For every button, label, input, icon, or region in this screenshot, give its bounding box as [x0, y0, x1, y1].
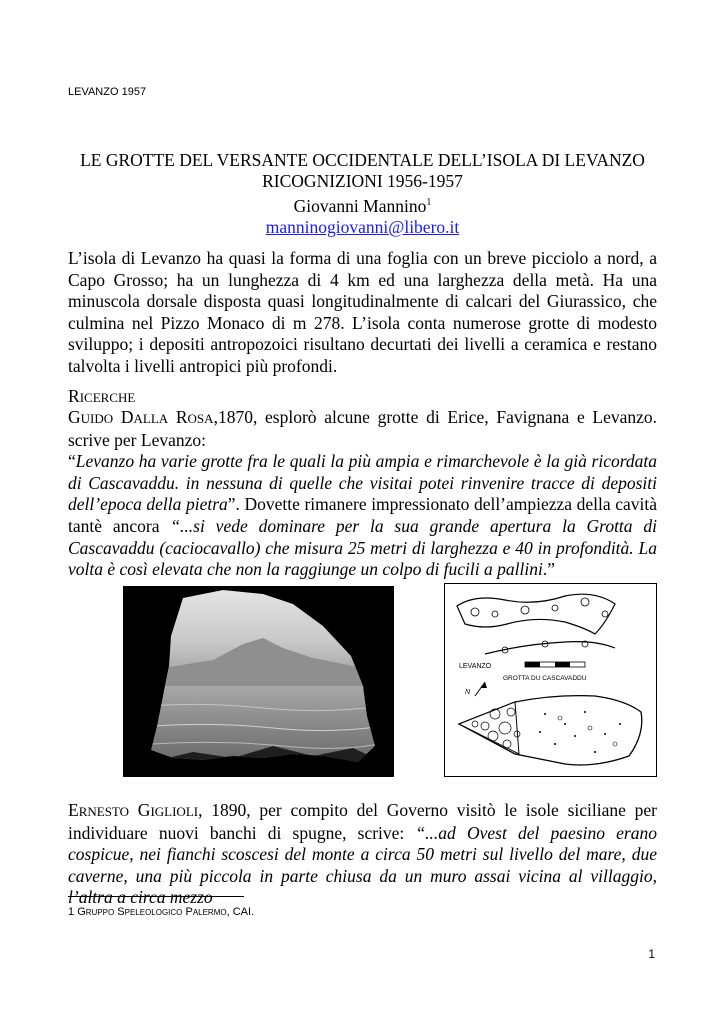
footnote-ref[interactable]: 1: [426, 197, 432, 208]
paragraph-giglioli: ERNESTO GIGLIOLI, 1890, per compito del Governo visitò le isole siciliane per individuare nuovi banchi di spugne, scrive: “...ad Ovest del paesino erano cospicue, nei fianchi scoscesi del monte a circa 50 metri sul livello del mare, due caverne, una più piccola in parte chiusa da un muro assai vicina al villaggio, l’altra a circa mezzo: [68, 800, 658, 908]
cave-survey-map: [444, 583, 657, 777]
map-label-grotta: GROTTA DU CASCAVADDU: [503, 675, 587, 682]
map-label-levanzo: LEVANZO: [459, 663, 492, 670]
author-giglioli: ERNESTO GIGLIOLI: [68, 800, 199, 820]
page-number: 1: [648, 947, 655, 961]
section-heading-ricerche: RICERCHE: [68, 386, 136, 406]
quote-cascavaddu: “...si vede dominare per la sua grande apertura la Grotta di Cascavaddu (caciocavallo) che misura 25 metri di larghezza e 40 in profondità. La volta è così elevata che non la raggiunge un colpo di fucili a pallini: [68, 515, 657, 580]
title-block: [68, 150, 657, 238]
document-subtitle: RICOGNIZIONI 1956-1957: [262, 171, 463, 191]
svg-text:N: N: [465, 689, 471, 696]
author-dalla-rosa: GUIDO DALLA ROSA: [68, 407, 214, 427]
quote-giglioli: “...ad Ovest del paesino erano cospicue, nei fianchi scoscesi del monte a circa 50 metri sul livello del mare, due caverne, una più piccola in parte chiusa da un muro assai vicina al villaggio, l’altra a circa mezzo: [68, 822, 657, 908]
quote-levanzo-grotte: Levanzo ha varie grotte fra le quali la più ampia e rimarchevole è la già ricordata di Cascavaddu. in nessuna di quelle che visitai potei rinvenire tracce di depositi dell’epoca della pietra: [68, 451, 657, 515]
north-arrow-icon: [465, 682, 487, 696]
cave-entrance-photo: [123, 586, 394, 777]
running-header: LEVANZO 1957: [68, 86, 147, 98]
paragraph-dalla-rosa: GUIDO DALLA ROSA,1870, esplorò alcune grotte di Erice, Favignana e Levanzo. scrive per Levanzo: “Levanzo ha varie grotte fra le quali la più ampia e rimarchevole è la già ricordata di Cascavaddu. in nessuna di quelle che visitai potei rinvenire tracce di depositi dell’epoca della pietra”. Dovette rimanere impressionato dell’ampiezza della cavità tantè ancora “...si vede dominare per la sua grande apertura la Grotta di Cascavaddu (caciocavallo) che misura 25 metri di larghezza e 40 in profondità. La volta è così elevata che non la raggiunge un colpo di fucili a pallini.”: [68, 407, 658, 580]
author-line: [68, 192, 657, 217]
author-email-link[interactable]: manninogiovanni@libero.it: [265, 216, 460, 237]
document-title: LE GROTTE DEL VERSANTE OCCIDENTALE DELL’ISOLA DI LEVANZO: [80, 150, 645, 170]
intro-paragraph: L’isola di Levanzo ha quasi la forma di una foglia con un breve picciolo a nord, a Capo Grosso; ha un lunghezza di 4 km ed una larghezza della metà. Ha una minuscola dorsale disposta quasi longitudinalmente di calcari del Giurassico, che culmina nel Pizzo Monaco di m 278. L’isola conta numerose grotte di modesto sviluppo; i depositi antropozoici risultano decurtati dei livelli a ceramica e restano talvolta i livelli antropici più profondi.: [68, 248, 657, 376]
author-name: Giovanni Mannino: [293, 195, 427, 216]
footnote-separator: [68, 896, 244, 897]
footnote: 1 GRUPPO SPELEOLOGICO PALERMO, CAI.: [68, 906, 255, 918]
